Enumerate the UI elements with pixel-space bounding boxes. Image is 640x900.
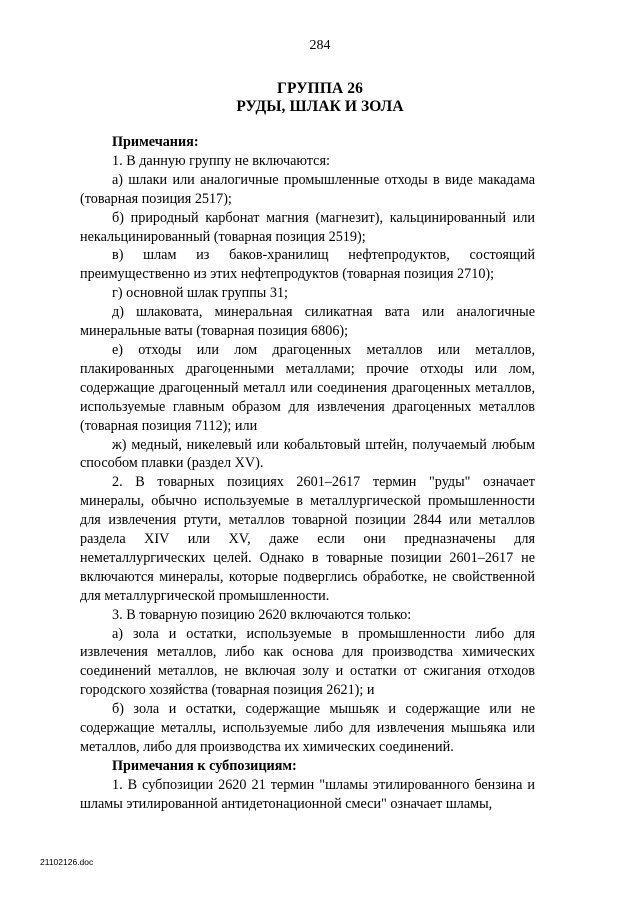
note-3: 3. В товарную позицию 2620 включаются только: xyxy=(112,606,412,623)
group-heading: ГРУППА 26 xyxy=(277,80,363,97)
note-1-item-e: е) отходы или лом драгоценных металлов или металлов, плакированных драгоценными металлами; прочие отходы или лом, содержащие драгоценный металл или соединения драгоценных металлов, используемые главным образом для извлечения драгоценных металлов (товарная позиция 7112); или xyxy=(80,341,535,434)
note-1-item-b: б) природный карбонат магния (магнезит), кальцинированный или некальцинированный (товарная позиция 2519); xyxy=(80,209,535,245)
group-title: РУДЫ, ШЛАК И ЗОЛА xyxy=(236,98,404,115)
document-body xyxy=(80,133,535,814)
note-3-item-a: а) зола и остатки, используемые в промышленности либо для извлечения металлов, либо как основа для производства химических соединений металлов, не включая золу и остатки от сжигания отходов городского хозяйства (товарная позиция 2621); и xyxy=(80,625,535,699)
notes-heading: Примечания: xyxy=(112,134,199,150)
subheading-notes-heading: Примечания к субпозициям: xyxy=(112,757,297,774)
note-1-item-a: а) шлаки или аналогичные промышленные отходы в виде макадама (товарная позиция 2517); xyxy=(80,171,535,207)
footer-document-code: 21102126.doc xyxy=(40,857,94,867)
note-1: 1. В данную группу не включаются: xyxy=(112,152,330,169)
subheading-note-1: 1. В субпозиции 2620 21 термин "шламы этилированного бензина и шламы этилированной антидетонационной смеси" означает шламы, xyxy=(80,776,535,812)
note-1-item-zh: ж) медный, никелевый или кобальтовый штейн, получаемый любым способом плавки (раздел XV). xyxy=(80,436,535,472)
note-1-item-d: д) шлаковата, минеральная силикатная вата или аналогичные минеральные ваты (товарная позиция 6806); xyxy=(80,304,535,340)
note-3-item-b: б) зола и остатки, содержащие мышьяк и содержащие или не содержащие металлы, используемые либо для извлечения мышьяка или металлов, либо для производства их химических соединений. xyxy=(80,701,535,755)
note-2: 2. В товарных позициях 2601–2617 термин "руды" означает минералы, обычно используемые в металлургической промышленности для извлечения ртути, металлов товарной позиции 2844 или металлов раздела XIV или XV, даже если они предназначены для неметаллургических целей. Однако в товарные позиции 2601–2617 не включаются минералы, которые подверглись обработке, не свойственной для металлургической промышленности. xyxy=(80,474,535,604)
page-number: 284 xyxy=(309,38,331,53)
note-1-item-v: в) шлам из баков-хранилищ нефтепродуктов, состоящий преимущественно из этих нефтепродуктов (товарная позиция 2710); xyxy=(80,247,535,283)
note-1-item-g: г) основной шлак группы 31; xyxy=(112,285,288,302)
